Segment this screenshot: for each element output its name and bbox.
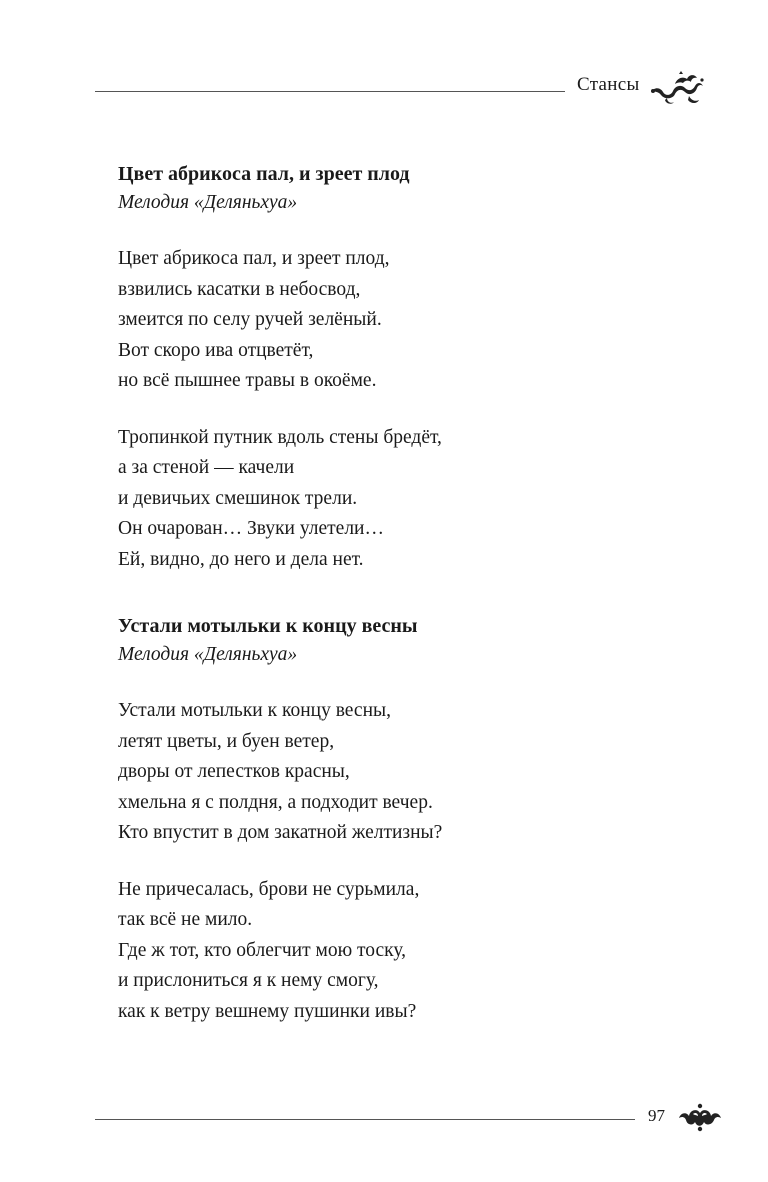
verse-line: но всё пышнее травы в окоёме. [118,370,377,391]
poem-title: Устали мотыльки к концу весны [118,615,418,637]
page-footer [95,1100,725,1134]
running-header [95,70,715,106]
verse-line: а за стеной — качели [118,457,295,478]
poem-melody: Мелодия «Деляньхуа» [118,644,298,665]
poem-1 [118,160,678,575]
stanza [118,696,678,849]
verse-line: летят цветы, и буен ветер, [118,730,335,752]
dragon-ornament-icon [645,70,707,106]
verse-line: дворы от лепестков красны, [118,761,350,782]
stanza [118,875,678,1028]
verse-line: Он очарован… Звуки улетели… [118,518,384,539]
verse-line: Ей, видно, до него и дела нет. [118,548,364,570]
stanza [118,423,678,576]
verse-line: и прислониться я к нему смогу, [118,970,379,991]
verse-line: хмельна я с полдня, а подходит вечер. [118,791,433,813]
verse-line: Не причесалась, брови не сурьмила, [118,878,420,900]
poem-2 [118,612,678,1027]
page-number: 97 [648,1106,665,1125]
verse-line: взвились касатки в небосвод, [118,278,361,300]
verse-line: Где ж тот, кто облегчит мою тоску, [118,939,407,961]
cloud-ornament-icon [677,1102,723,1132]
verse-line: Кто впустит в дом закатной желтизны? [118,822,443,843]
footer-rule [95,1119,635,1120]
verse-line: змеится по селу ручей зелёный. [118,309,382,330]
verse-line: и девичьих смешинок трели. [118,487,358,509]
poem-title: Цвет абрикоса пал, и зреет плод [118,163,410,185]
verse-line: Устали мотыльки к концу весны, [118,700,391,721]
verse-line: так всё не мило. [118,909,253,930]
verse-line: Вот скоро ива отцветёт, [118,339,314,361]
verse-line: Тропинкой путник вдоль стены бредёт, [118,426,442,448]
verse-line: Цвет абрикоса пал, и зреет плод, [118,248,390,269]
running-header-title: Стансы [577,74,640,95]
stanza [118,244,678,397]
poem-melody: Мелодия «Деляньхуа» [118,192,298,213]
verse-line: как к ветру вешнему пушинки ивы? [118,1000,417,1022]
header-rule [95,91,565,92]
